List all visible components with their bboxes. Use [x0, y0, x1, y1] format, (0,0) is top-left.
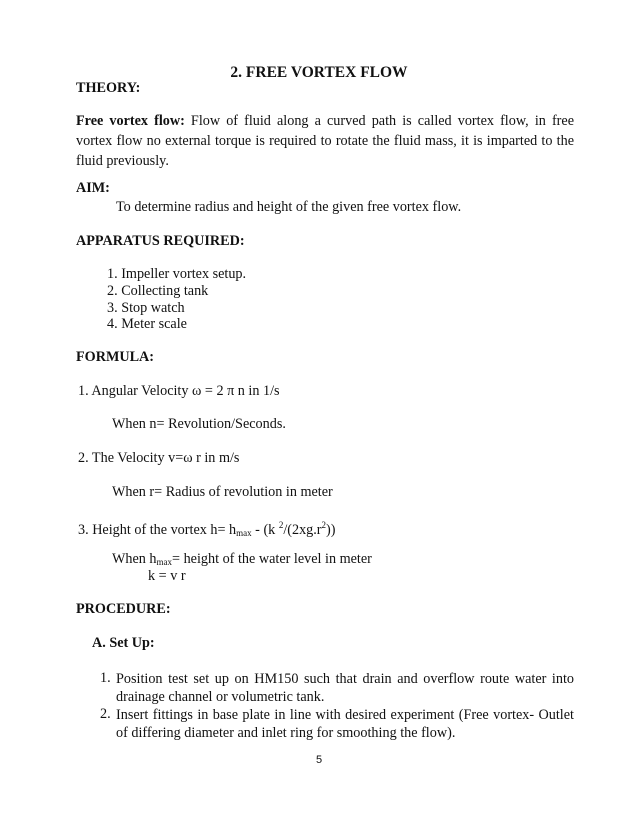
- apparatus-heading: APPARATUS REQUIRED:: [76, 233, 245, 249]
- theory-heading: THEORY:: [76, 80, 141, 96]
- aim-text: To determine radius and height of the given free vortex flow.: [116, 199, 462, 215]
- formula-k-definition: k = v r: [148, 568, 186, 584]
- theory-paragraph: [76, 111, 574, 171]
- apparatus-item: 4. Meter scale: [107, 316, 187, 332]
- procedure-step: Position test set up on HM150 such that drain and overflow route water into drainage channel or volumetric tank.: [116, 671, 574, 705]
- formula-angular-velocity-note: When n= Revolution/Seconds.: [112, 416, 286, 432]
- step-number: 2.: [100, 706, 111, 722]
- formula-heading: FORMULA:: [76, 349, 155, 365]
- theory-term: Free vortex flow:: [76, 113, 185, 129]
- formula-vortex-height-note: When $h_{max}=$ height of the water level in meter: [112, 551, 372, 567]
- theory-text: Flow of fluid along a curved path is called vortex flow, in free vortex flow no external torque is required to rotate the fluid mass, it is imparted to the fluid previously.: [76, 113, 574, 169]
- formula-angular-velocity: 1. Angular Velocity ω = 2 π n in 1/s: [78, 383, 280, 399]
- apparatus-item: 1. Impeller vortex setup.: [107, 266, 247, 282]
- formula-velocity-note: When r= Radius of revolution in meter: [112, 484, 333, 500]
- apparatus-item: 3. Stop watch: [107, 300, 185, 316]
- procedure-step: Insert fittings in base plate in line with desired experiment (Free vortex- Outlet of differing diameter and inlet ring for smoothing the flow).: [116, 707, 574, 741]
- setup-heading: A. Set Up:: [92, 635, 155, 651]
- formula-vortex-height: 3. Height of the vortex $h= h_{max} - (k$ $^2/(2xg.r^2)$): [78, 520, 336, 538]
- page-number: 5: [315, 754, 323, 766]
- apparatus-item: 2. Collecting tank: [107, 283, 209, 299]
- page-title: 2. FREE VORTEX FLOW: [230, 64, 408, 81]
- formula-velocity: 2. The Velocity v=ω r in m/s: [78, 450, 240, 466]
- procedure-heading: PROCEDURE:: [76, 601, 171, 617]
- aim-heading: AIM:: [76, 180, 110, 196]
- step-number: 1.: [100, 670, 111, 686]
